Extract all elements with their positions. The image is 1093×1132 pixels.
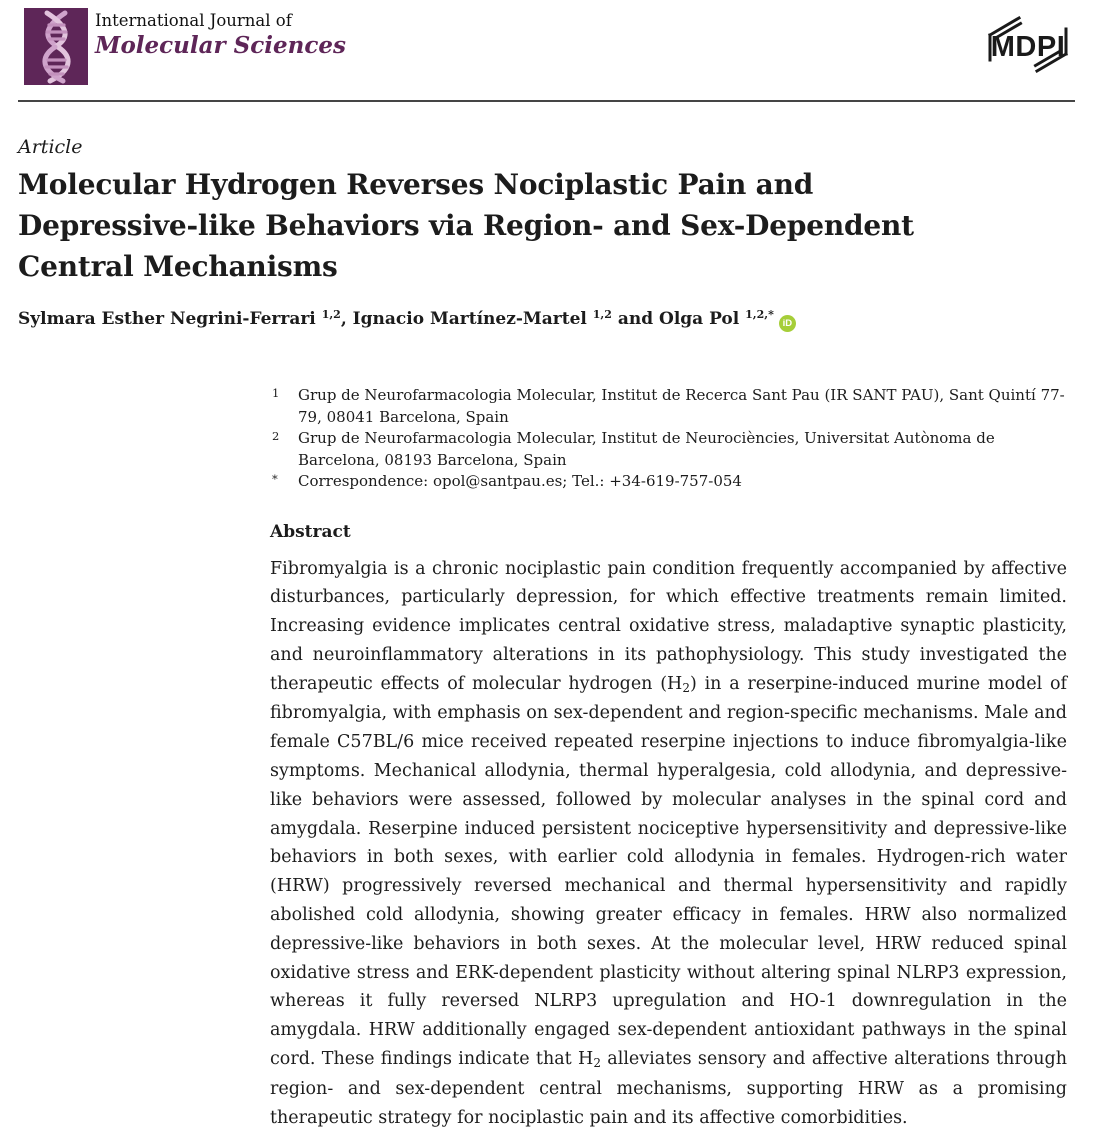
abstract-heading: Abstract xyxy=(270,520,1075,544)
dna-double-helix-icon xyxy=(24,8,88,85)
abstract-text: Fibromyalgia is a chronic nociplastic pain condition frequently accompanied by affective disturbances, particularly depression, for which effective treatments remain limited. Increasing evidence implicates central oxidative stress, maladaptive synaptic plasticity, and neuroinflammatory alterations in its pathophysiology. This study investigated the therapeutic effects of molecular hydrogen $(H_2)$ in a reserpine-induced murine model of fibromyalgia, with emphasis on sex-dependent and region-specific mechanisms. Male and female C57BL/6 mice received repeated reserpine injections to induce fibromyalgia-like symptoms. Mechanical allodynia, thermal hyperalgesia, cold allodynia, and depressive-like behaviors were assessed, followed by molecular analyses in the spinal cord and amygdala. Reserpine induced persistent nociceptive hypersensitivity and depressive-like behaviors in both sexes, with earlier cold allodynia in females. Hydrogen-rich water (HRW) progressively reversed mechanical and thermal hypersensitivity and rapidly abolished cold allodynia, showing greater efficacy in females. HRW also normalized depressive-like behaviors in both sexes. At the molecular level, HRW reduced spinal oxidative stress and ERK-dependent plasticity without altering spinal NLRP3 expression, whereas it fully reversed NLRP3 upregulation and HO-1 downregulation in the amygdala. HRW additionally engaged sex-dependent antioxidant pathways in the spinal cord. These findings indicate that $H_2$ alleviates sensory and affective alterations through region- and sex-dependent central mechanisms, supporting HRW as a promising therapeutic strategy for nociplastic pain and its affective comorbidities. xyxy=(270,555,1067,1132)
journal-name xyxy=(95,12,346,59)
journal-name-line2: Molecular Sciences xyxy=(95,33,346,59)
article-type-label: Article xyxy=(18,135,1075,159)
journal-header xyxy=(18,0,1075,86)
affiliations-block xyxy=(272,385,1069,493)
page-title: Molecular Hydrogen Reverses Nociplastic Pain and Depressive-like Behaviors via Region- and Sex-Dependent Central Mechanisms xyxy=(18,164,1075,287)
journal-name-line1: International Journal of xyxy=(95,12,346,31)
affiliation-item xyxy=(272,471,1069,493)
affiliation-marker: 1 xyxy=(272,383,298,426)
orcid-icon[interactable]: iD xyxy=(779,315,796,332)
mdpi-logo-text: MDPI xyxy=(991,31,1066,63)
affiliation-item xyxy=(272,385,1069,428)
header-divider xyxy=(18,100,1075,102)
author-list xyxy=(18,306,1075,334)
author-names: Sylmara Esther Negrini-Ferrari $^{1,2}$, Ignacio Martínez-Martel $^{1,2}$ and Olga Pol $^{1,2,*}$ xyxy=(18,309,774,329)
affiliation-text: Grup de Neurofarmacologia Molecular, Institut de Recerca Sant Pau (IR SANT PAU), Sant Quintí 77-79, 08041 Barcelona, Spain xyxy=(298,385,1069,428)
mdpi-logo xyxy=(983,14,1073,76)
affiliation-marker: 2 xyxy=(272,426,298,469)
affiliation-text: Grup de Neurofarmacologia Molecular, Institut de Neurociències, Universitat Autònoma de Barcelona, 08193 Barcelona, Spain xyxy=(298,428,1069,471)
journal-logo xyxy=(24,8,88,85)
affiliation-item xyxy=(272,428,1069,471)
affiliation-text: Correspondence: opol@santpau.es; Tel.: +34-619-757-054 xyxy=(298,471,1069,493)
affiliation-marker: * xyxy=(272,469,298,491)
